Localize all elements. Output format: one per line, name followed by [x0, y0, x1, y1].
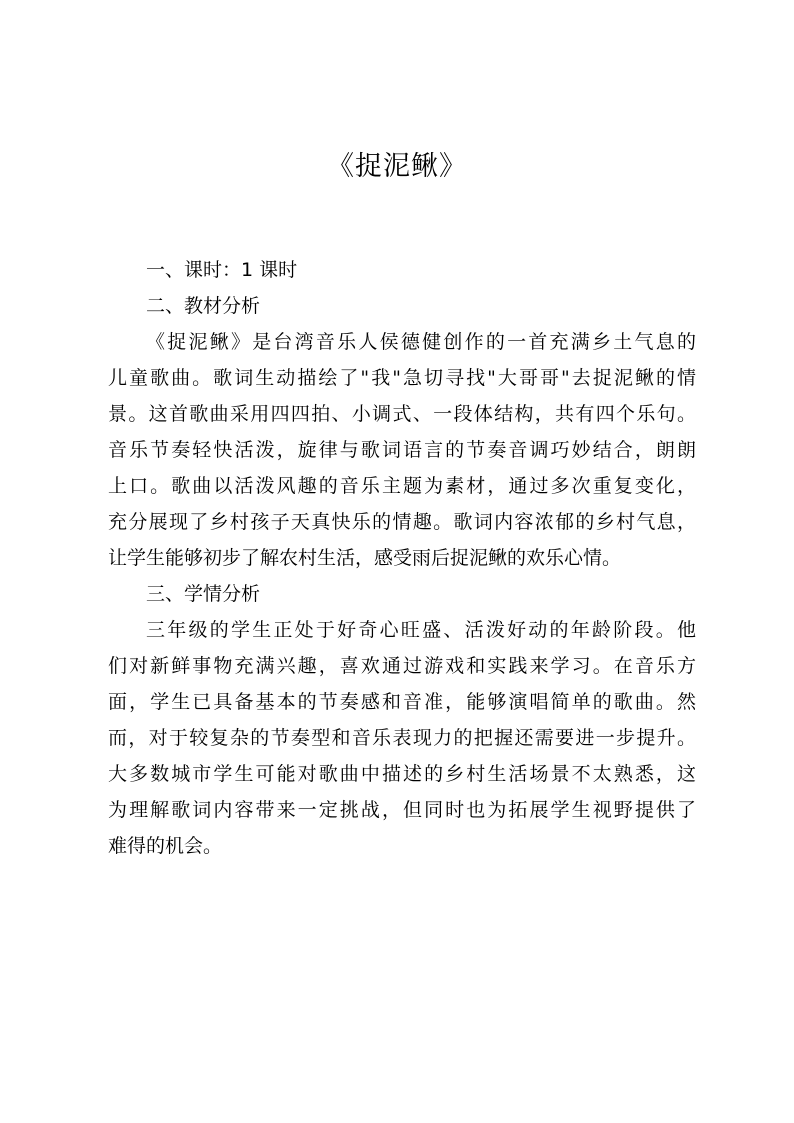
section-heading-textbook-analysis: 二、教材分析 — [146, 295, 261, 317]
paragraph-line: 上口。歌曲以活泼风趣的音乐主题为素材，通过多次重复变化， — [108, 475, 696, 497]
section-heading-class-hours: 一、课时：1 课时 — [146, 259, 298, 281]
paragraph-textbook-analysis — [108, 324, 696, 576]
paragraph-line: 而，对于较复杂的节奏型和音乐表现力的把握还需要进一步提升。 — [108, 727, 696, 749]
paragraph-line: 儿童歌曲。歌词生动描绘了"我"急切寻找"大哥哥"去捉泥鳅的情 — [108, 367, 696, 389]
paragraph-line: 音乐节奏轻快活泼，旋律与歌词语言的节奏音调巧妙结合，朗朗 — [108, 439, 696, 461]
paragraph-line: 们对新鲜事物充满兴趣，喜欢通过游戏和实践来学习。在音乐方 — [108, 655, 696, 677]
paragraph-line: 充分展现了乡村孩子天真快乐的情趣。歌词内容浓郁的乡村气息， — [108, 511, 696, 533]
document-body — [108, 252, 696, 864]
section-heading-student-analysis: 三、学情分析 — [146, 583, 261, 605]
paragraph-line: 面，学生已具备基本的节奏感和音准，能够演唱简单的歌曲。然 — [108, 691, 696, 713]
paragraph-line: 难得的机会。 — [108, 835, 223, 857]
paragraph-line: 三年级的学生正处于好奇心旺盛、活泼好动的年龄阶段。他 — [146, 619, 696, 641]
document-title: 《捉泥鳅》 — [327, 151, 467, 182]
paragraph-line: 景。这首歌曲采用四四拍、小调式、一段体结构，共有四个乐句。 — [108, 403, 696, 425]
paragraph-line: 让学生能够初步了解农村生活，感受雨后捉泥鳅的欢乐心情。 — [108, 547, 622, 569]
paragraph-line: 为理解歌词内容带来一定挑战，但同时也为拓展学生视野提供了 — [108, 799, 696, 821]
paragraph-line: 大多数城市学生可能对歌曲中描述的乡村生活场景不太熟悉，这 — [108, 763, 696, 785]
paragraph-student-analysis — [108, 612, 696, 864]
paragraph-line: 《捉泥鳅》是台湾音乐人侯德健创作的一首充满乡土气息的 — [146, 331, 696, 353]
